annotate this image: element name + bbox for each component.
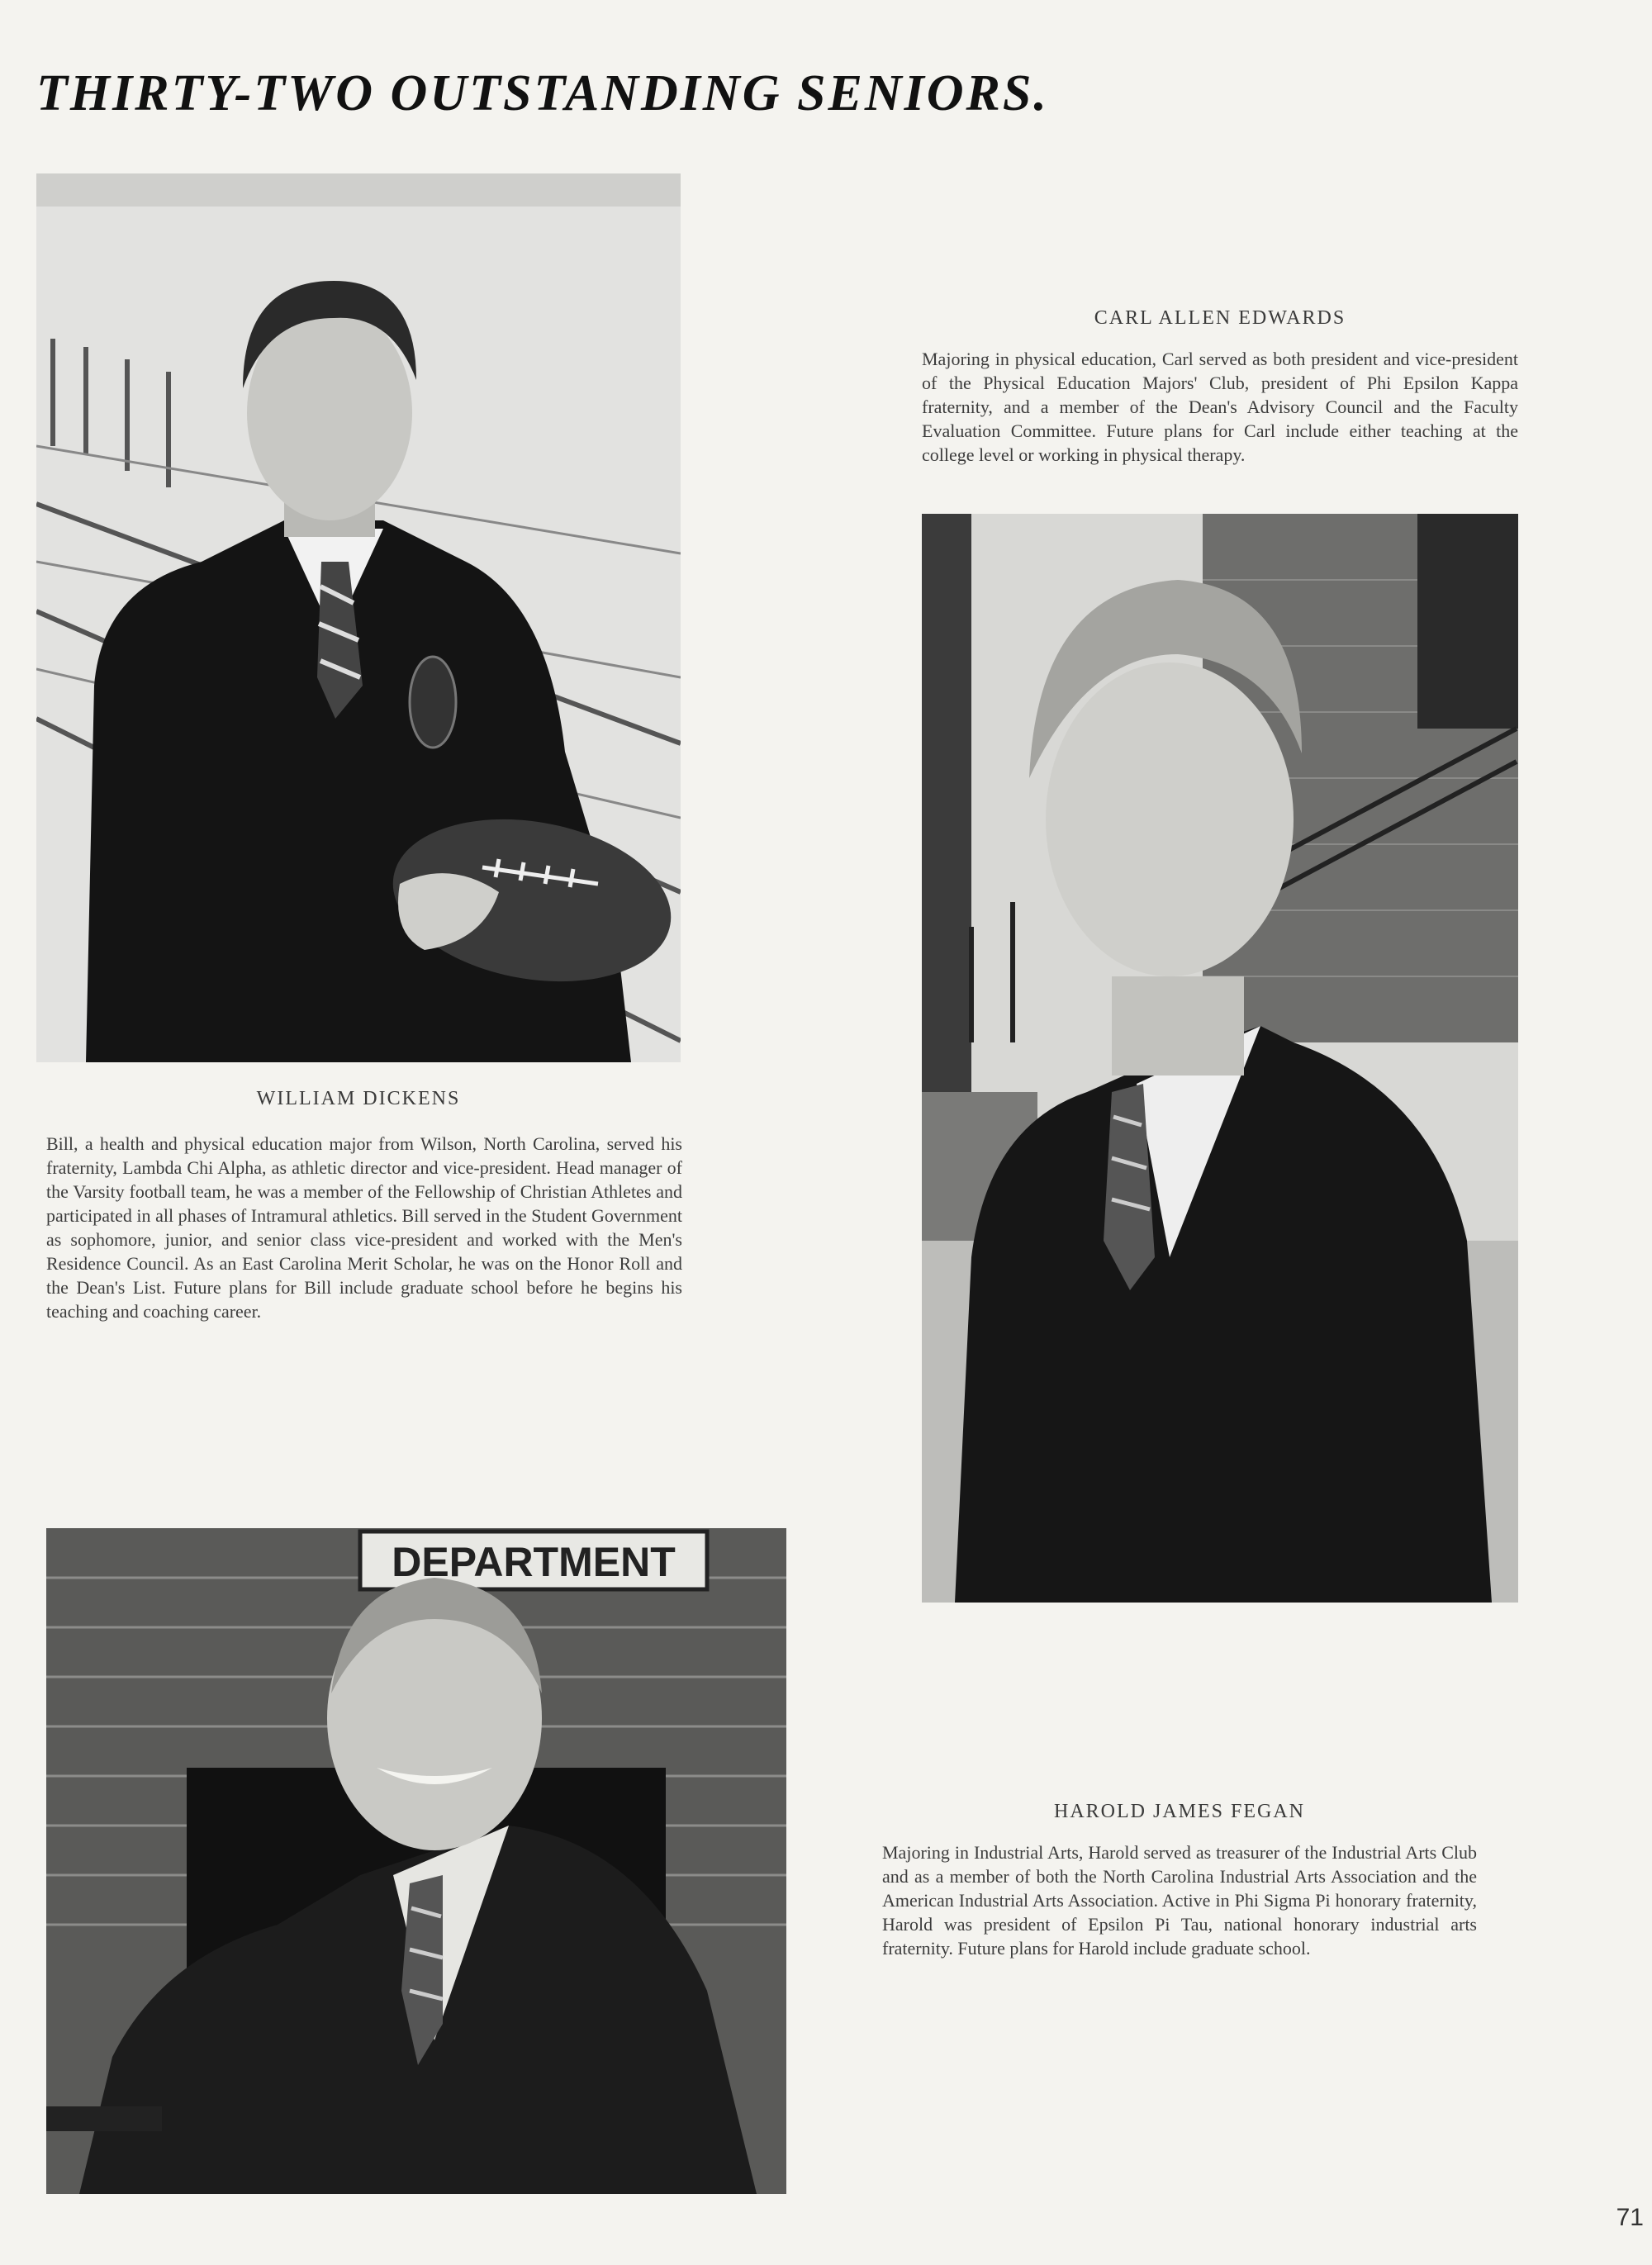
harold-fegan-photo (46, 1528, 786, 2194)
carl-edwards-photo (922, 514, 1518, 1603)
department-sign-text: DEPARTMENT (392, 1539, 676, 1585)
carl-edwards-bio: Majoring in physical education, Carl served as both president and vice-president of the Physical Education Majors' Club, president of Phi Epsilon Kappa fraternity, and a member of the Dean's Advisory Council and the Faculty Evaluation Committee. Future plans for Carl include either teaching at the college level or working in physical therapy. (922, 349, 1518, 465)
william-dickens-photo (36, 173, 681, 1062)
carl-edwards-name: CARL ALLEN EDWARDS (1094, 307, 1346, 329)
william-dickens-bio: Bill, a health and physical education major from Wilson, North Carolina, served his fraternity, Lambda Chi Alpha, as athletic director and vice-president. Head manager of the Varsity football team, he was a member of the Fellowship of Christian Athletes and participated in all phases of Intramural athletics. Bill served in the Student Government as sophomore, junior, and senior class vice-president and worked with the Men's Residence Council. As an East Carolina Merit Scholar, he was on the Honor Roll and the Dean's List. Future plans for Bill include graduate school before he begins his teaching and coaching career. (46, 1133, 682, 1322)
page-heading: THIRTY-TWO OUTSTANDING SENIORS. (36, 65, 1049, 121)
page-number: 71 (1616, 2204, 1644, 2231)
william-dickens-name: WILLIAM DICKENS (256, 1088, 461, 1109)
harold-fegan-bio: Majoring in Industrial Arts, Harold served as treasurer of the Industrial Arts Club and as a member of both the North Carolina Industrial Arts Association and the American Industrial Arts Association. Active in Phi Sigma Pi honorary fraternity, Harold was president of Epsilon Pi Tau, national honorary industrial arts fraternity. Future plans for Harold include graduate school. (882, 1842, 1477, 1959)
harold-fegan-name: HAROLD JAMES FEGAN (1053, 1801, 1306, 1822)
